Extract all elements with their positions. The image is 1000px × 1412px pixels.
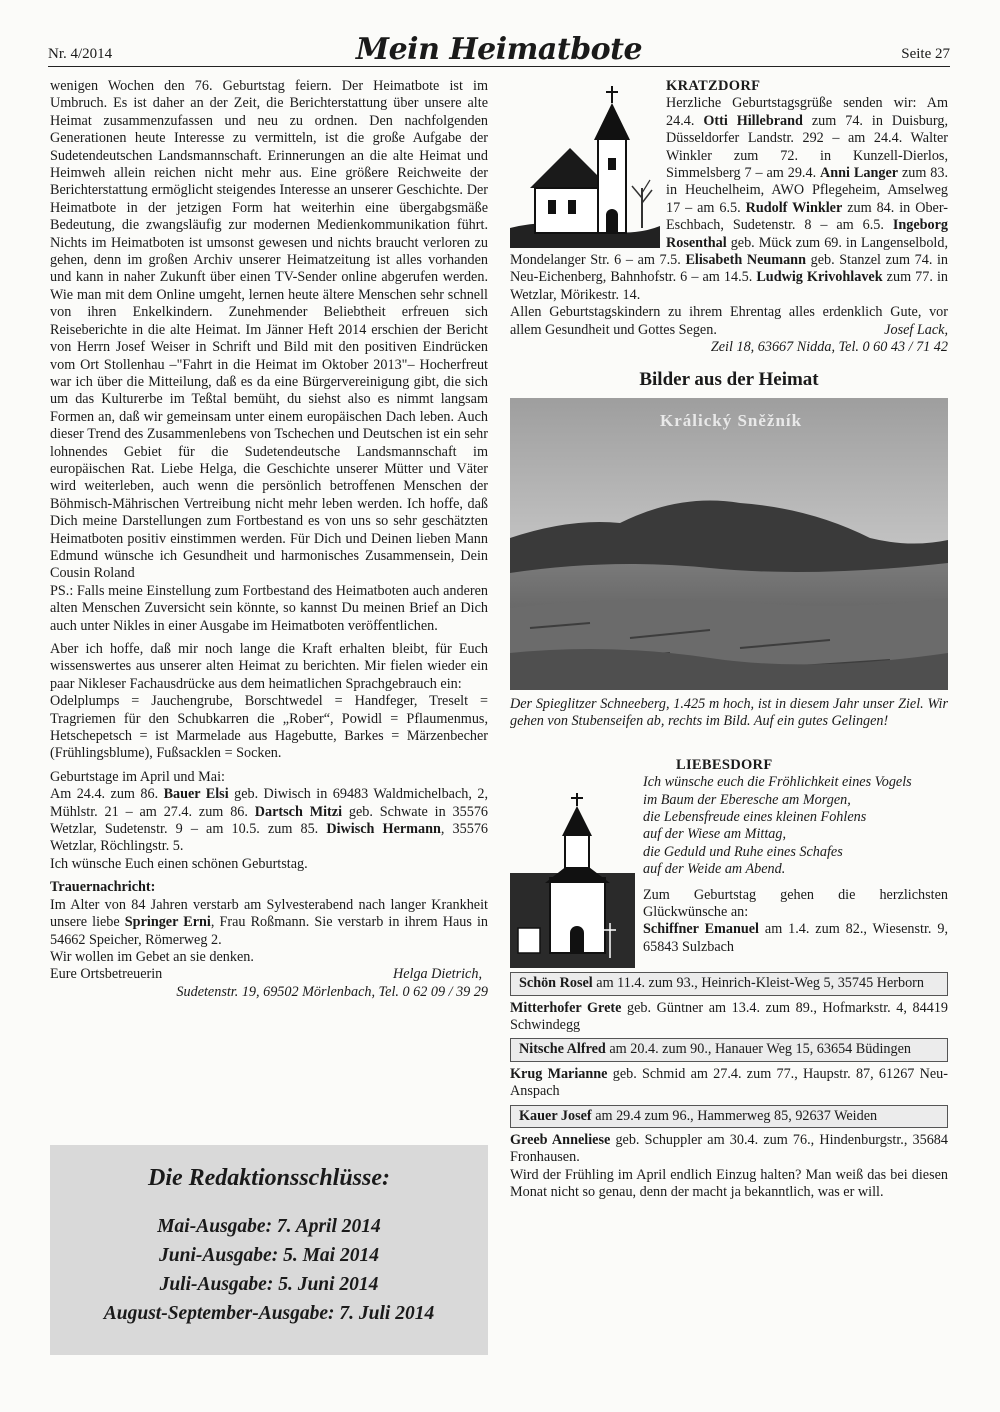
- issue-number: Nr. 4/2014: [48, 46, 113, 62]
- signer-address: Sudetenstr. 19, 69502 Mörlenbach, Tel. 0 62 09 / 39 29: [176, 983, 488, 1000]
- birthday-entry-highlighted: Schön Rosel am 11.4. zum 93., Heinrich-Kleist-Weg 5, 35745 Herborn: [510, 972, 948, 995]
- closing-text: Eure Ortsbetreuerin: [50, 966, 163, 983]
- deceased-name: Springer Erni: [124, 914, 211, 931]
- deadlines-title: Die Redaktionsschlüsse:: [147, 1165, 390, 1191]
- chapel-illustration: [510, 788, 635, 968]
- deadline-item: August-September-Ausgabe: 7. Juli 2014: [103, 1303, 435, 1324]
- kratzdorf-wish: Allen Geburtstagskindern zu ihrem Ehrentag alles erdenklich Gute, vor allem Gesundheit und Gottes Segen. Josef Lack,: [510, 304, 948, 338]
- deadline-item: Juli-Ausgabe: 5. Juni 2014: [159, 1274, 379, 1295]
- landscape-photo: [510, 398, 948, 690]
- birthday-wish: Ich wünsche Euch einen schönen Geburtstag.: [50, 855, 308, 872]
- signature-block: [50, 966, 488, 983]
- birthday-name: Dartsch Mitzi: [254, 803, 343, 820]
- kratzdorf-signer: Josef Lack,: [884, 321, 948, 338]
- kratzdorf-title: KRATZDORF: [666, 78, 761, 94]
- birthday-entry-highlighted: Kauer Josef am 29.4 zum 96., Hammerweg 85, 92637 Weiden: [510, 1105, 948, 1128]
- photo-overlay-label: Králický Sněžník: [660, 410, 803, 430]
- poem: Ich wünsche euch die Fröhlichkeit eines Vogels im Baum der Eberesche am Morgen, die Lebensfreude eines kleinen Fohlens auf der Wiese am Mittag, die Geduld und Ruhe eines Schafes auf der Weide am Abend.: [643, 774, 912, 878]
- photo-section: [510, 368, 948, 731]
- dialect-terms: Odelplumps = Jauchengrube, Borschtwedel = Handfeger, Treselt = Tragriemen für den Schubkarren die „Rober“, Powidl = Pflaumenmus, Hetschepetsch = ist Marmelade aus Hagebutte, Barkes = Märzenbecher (Frühlingsblume), Fußsacklen = Socken.: [50, 693, 488, 762]
- kratzdorf-birthdays: Herzliche Geburtstagsgrüße senden wir: Am 24.4. Otti Hillebrand zum 74. in Duisburg, Düsseldorfer Landstr. 292 – am 24.4. Walter Winkler zum 72. in Kunzell-Dierlos, Simmelsberg 7 – am 29.4. Anni Langer zum 83. in Heuchelheim, AWO Pflegeheim, Amselweg 17 – am 6.5. Rudolf Winkler zum 84. in Ober-Eschbach, Sudetenstr. 8 – am 6.5. Ingeborg Rosenthal geb. Mück zum 69. in Langenselbold, Mondelanger Str. 6 – am 7.5. Elisabeth Neumann geb. Stanzel zum 74. in Neu-Eichenberg, Bahnhofstr. 6 – am 14.5. Ludwig Krivohlavek zum 77. in Wetzlar, Mörikestr. 14.: [510, 95, 949, 303]
- obituary-prayer: Wir wollen im Gebet an sie denken.: [50, 948, 254, 965]
- page-header: [48, 30, 950, 70]
- birthday-entry: Schiffner Emanuel am 1.4. zum 82., Wiesenstr. 9, 65843 Sulzbach: [643, 921, 949, 955]
- kratzdorf-signer-address: Zeil 18, 63667 Nidda, Tel. 0 60 43 / 71 42: [710, 339, 948, 356]
- obituary-heading: Trauernachricht:: [50, 879, 156, 896]
- obituary-text: Im Alter von 84 Jahren verstarb am Sylvesterabend nach langer Krankheit unsere liebe Springer Erni, Frau Roßmann. Sie verstarb in ihrem Haus in 54662 Speicher, Römerweg 2.: [50, 896, 488, 948]
- deadline-item: Mai-Ausgabe: 7. April 2014: [157, 1216, 381, 1237]
- birthday-entry-highlighted: Nitsche Alfred am 20.4. zum 90., Hanauer Weg 15, 63654 Büdingen: [510, 1038, 948, 1061]
- right-column: [510, 78, 948, 1202]
- liebesdorf-section: [510, 757, 948, 1202]
- postscript-paragraph: PS.: Falls meine Einstellung zum Fortbestand des Heimatboten auch anderen alten Menschen Zuversicht sein könnte, so kannst Du meinen Brief an Dich auch unter Nikles in einer Ausgabe im Heimatboten veröffentlichen.: [50, 582, 488, 634]
- masthead-title: Mein Heimatbote: [355, 32, 643, 67]
- liebesdorf-title: LIEBESDORF: [676, 756, 773, 773]
- mountain-image: [510, 398, 948, 690]
- dialect-intro: Aber ich hoffe, daß mir noch lange die Kraft erhalten bleibt, für Euch wissenswertes aus unserer alten Heimat zu berichten. Mir fielen wieder ein paar Nikleser Fachausdrücke aus dem heimatlichen Sprachgebrauch ein:: [50, 641, 488, 692]
- birthdays-text: Am 24.4. zum 86. Bauer Elsi geb. Diwisch in 69483 Waldmichelbach, 2, Mühlstr. 21 – am 27.4. zum 86. Dartsch Mitzi geb. Schwate in 35576 Wetzlar, Sudetenstr. 9 – am 10.5. zum 85. Diwisch Hermann, 35576 Wetzlar, Röchlingstr. 5.: [50, 786, 489, 855]
- birthdays-heading: Geburtstage im April und Mai:: [50, 768, 225, 785]
- birthday-name: Bauer Elsi: [163, 786, 229, 803]
- deadlines-box: [50, 1145, 488, 1355]
- deadline-item: Juni-Ausgabe: 5. Mai 2014: [159, 1245, 379, 1266]
- liebesdorf-closing: Wird der Frühling im April endlich Einzug halten? Man weiß das bei diesen Monat nicht so genau, denn der macht ja bekanntlich, was er will.: [510, 1166, 948, 1201]
- letter-paragraph: wenigen Wochen den 76. Geburtstag feiern. Der Heimatbote ist im Umbruch. Es ist daher an der Zeit, die Berichterstattung über unsere alte Heimat zusammenzufassen und neu zu ordnen. Den nachfolgenden Generationen heute Interesse zu vermitteln, ist die große Aufgabe der Sudetendeutschen Landsmannschaft. Erinnerungen an die alte Heimat und Heimweh allein reichen nicht mehr aus. Eine größere Reichweite der Berichterstattung ermöglicht steigendes Interesse an unserer Geschichte. Der Heimatbote in der jetzigen Form hat weiterhin eine übergabgsmäße Bedeutung, die zwangsläufig zur modernen Medienkommunikation führt. Nichts im Heimatboten ist umsonst gewesen und nichts braucht verloren zu gehen, denn im großen Archiv unserer Heimatzeitung ist alles vorhanden und kann in naher Zukunft über einen TV-Sender online abgerufen werden. Wie man mit dem Online umgeht, lernen heute ältere Menschen sehr schnell von ihren Enkelkindern. Zunehmender Beliebtheit erfreuen sich Reiseberichte in die alte Heimat. Im Jänner Heft 2014 erschien der Bericht von Herrn Josef Weiser in Schrift und Bild mit den positiven Eindrücken vom Ort Stollenhau –"Fahrt in die Heimat im Oktober 2013"– Hocherfreut war ich über die Mitteilung, daß es da eine Bürgervereinigung gibt, die sich um das Kulturerbe im Teßtal bemüht, du siehst also es nimmt langsam Formen an, daß wir gemeinsam unter einem europäischen Dach leben. Auch dieser Trend des Zusammenlebens von Tschechen und Deutschen ist ein sehr lohnendes Gebiet für die Sudetendeutsche Landsmannschaft im europäischen Rat. Liebe Helga, die Geschichte unserer Mütter und Väter wird weiterleben, auch wenn die persönlich betroffenen Menschen der Böhmisch-Mährischen Vertreibung nicht mehr leben werden. Ich hoffe, daß Dich meine Darstellungen zum Fortbestand es von uns so sehr geschätzten Heimatboten positiv einstimmen werden. Für Dich und Deinen lieben Mann Edmund wünsche ich Gesundheit und harmonisches Zusammensein, Dein Cousin Roland: [50, 78, 488, 582]
- page-number: Seite 27: [901, 46, 950, 62]
- liebesdorf-intro: Zum Geburtstag gehen die herzlichsten Glückwünsche an:: [643, 886, 948, 920]
- birthday-name: Diwisch Hermann: [326, 821, 441, 838]
- photo-section-title: Bilder aus der Heimat: [639, 368, 819, 390]
- signer-name: Helga Dietrich,: [392, 966, 482, 983]
- left-column: [50, 78, 488, 1001]
- photo-caption: Der Spieglitzer Schneeberg, 1.425 m hoch, ist in diesem Jahr unser Ziel. Wir gehen von Stubenseifen ab, rechts im Bild. Auf ein gutes Gelingen!: [510, 695, 948, 730]
- church-illustration: [510, 78, 660, 248]
- birthday-entry: Greeb Anneliese geb. Schuppler am 30.4. zum 76., Hindenburgstr., 35684 Fronhausen.: [510, 1131, 948, 1166]
- birthday-entry: Mitterhofer Grete geb. Güntner am 13.4. zum 89., Hofmarkstr. 4, 84419 Schwindegg: [510, 999, 949, 1033]
- kratzdorf-section: [510, 78, 948, 357]
- header-divider: [48, 66, 950, 67]
- birthday-entry: Krug Marianne geb. Schmid am 27.4. zum 77., Haupstr. 87, 61267 Neu-Anspach: [510, 1065, 949, 1100]
